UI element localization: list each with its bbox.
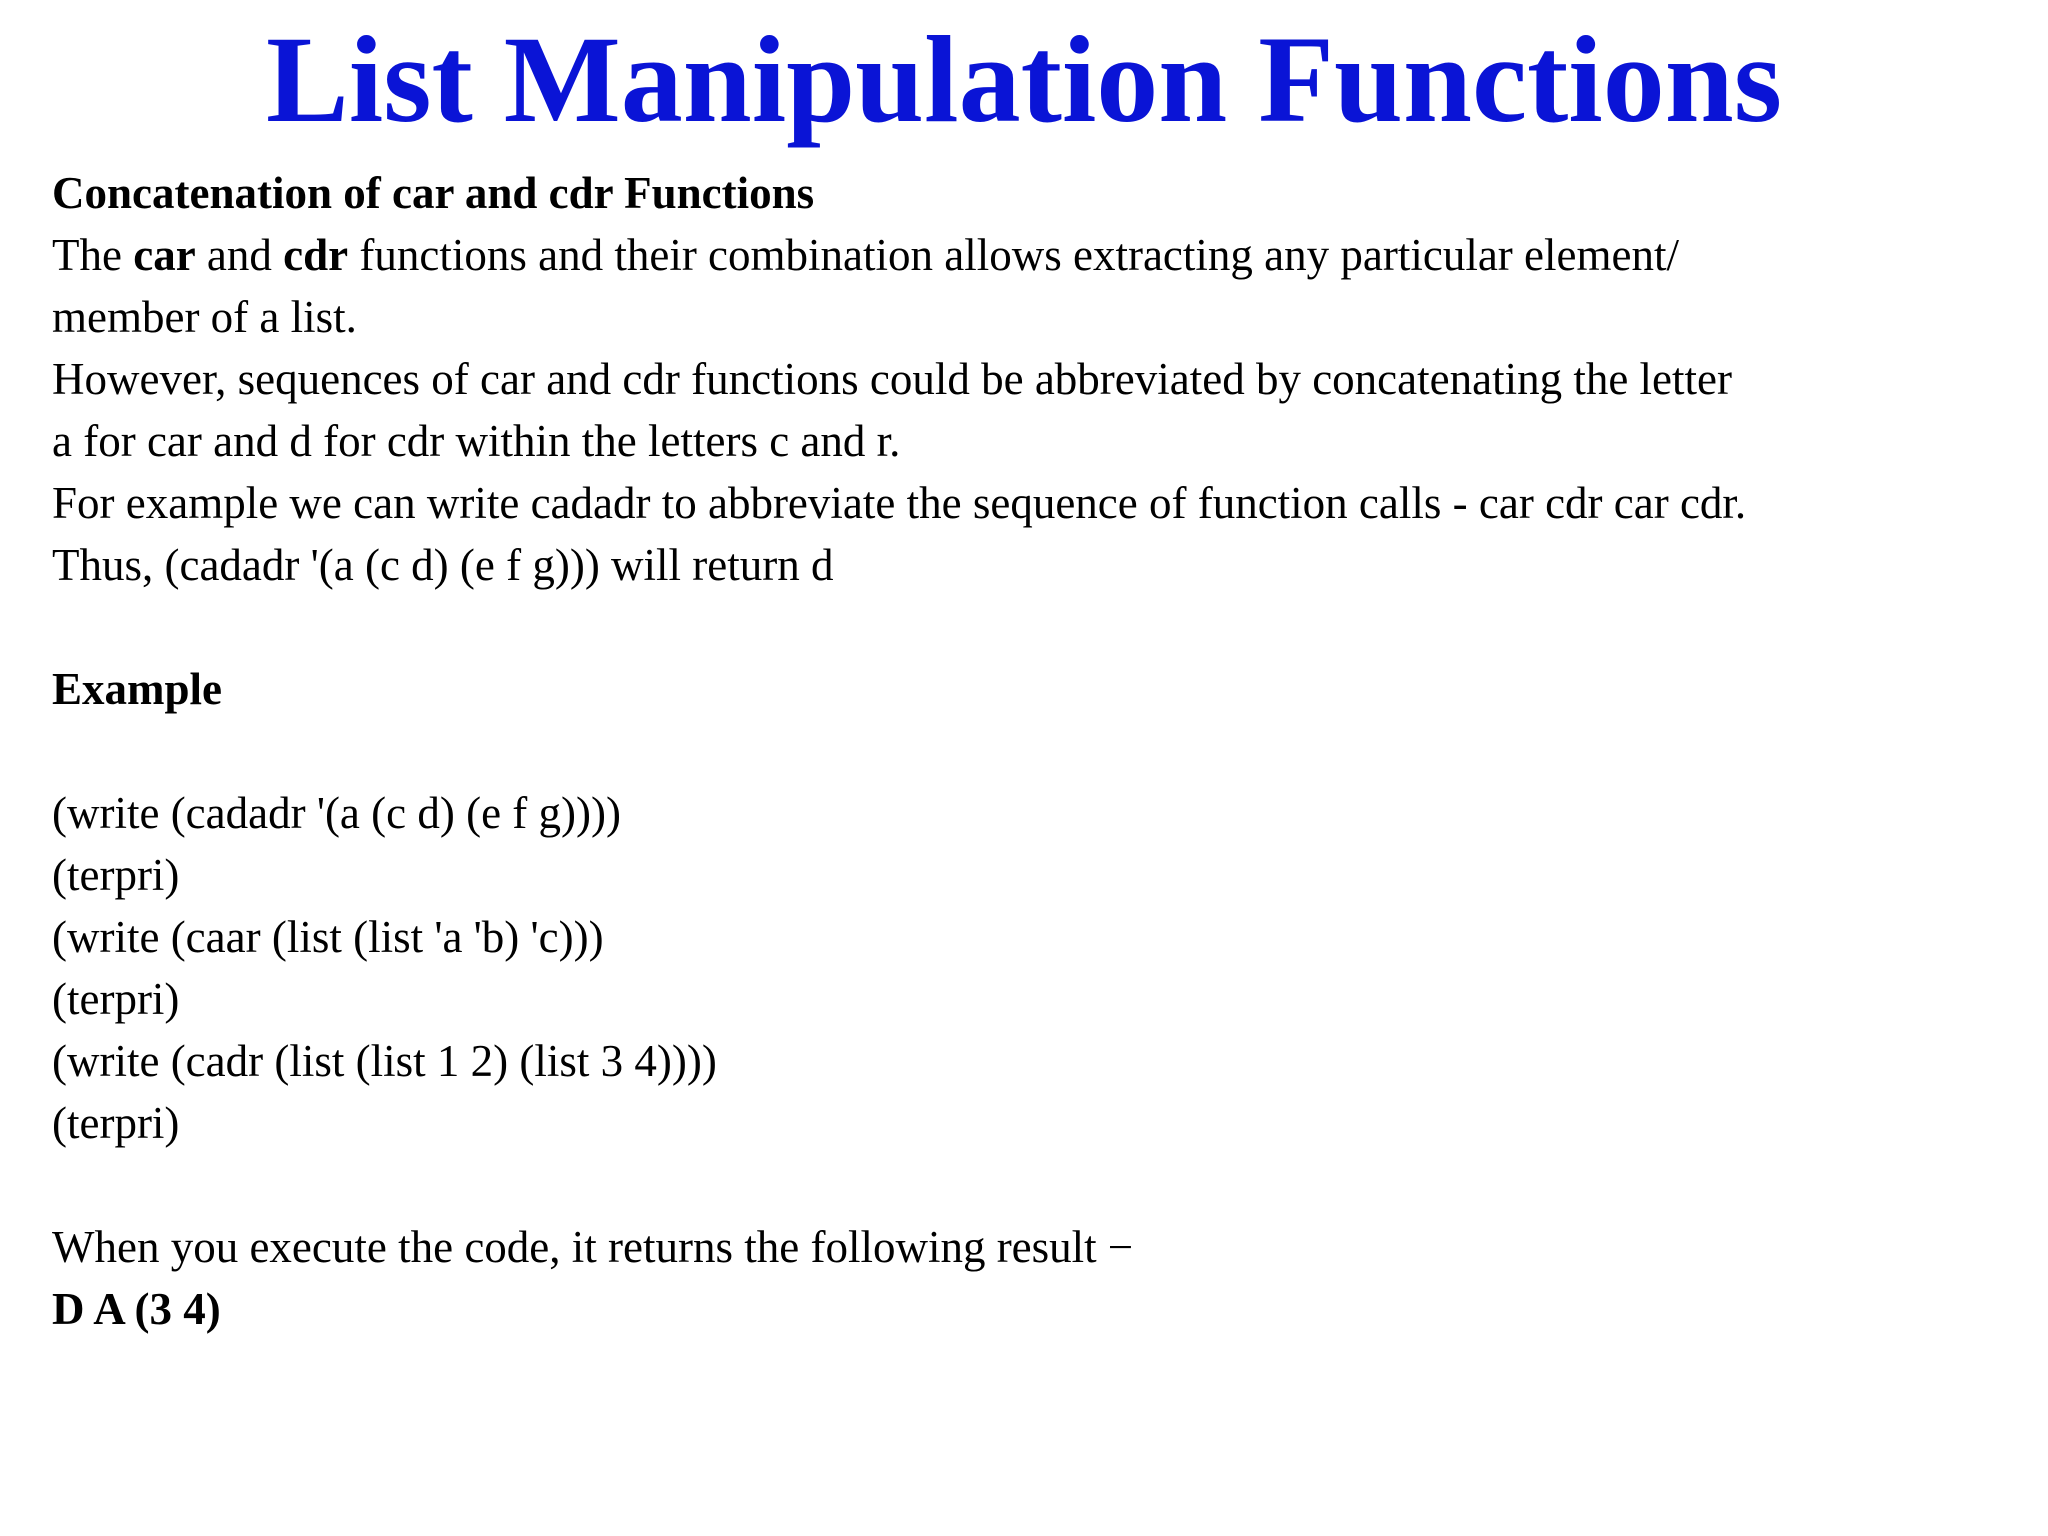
code-line: (write (caar (list (list 'a 'b) 'c))): [52, 912, 604, 962]
section-heading: Concatenation of car and cdr Functions: [52, 168, 815, 218]
spacer: [52, 596, 2012, 658]
paragraph-example-line-1: For example we can write cadadr to abbreviate the sequence of function calls - car cdr car cdr.: [52, 478, 1747, 528]
code-line: (write (cadadr '(a (c d) (e f g)))): [52, 788, 621, 838]
code-line: (terpri): [52, 974, 180, 1024]
result-output: D A (3 4): [52, 1284, 221, 1334]
cdr-keyword: cdr: [283, 230, 349, 280]
paragraph-abbreviation-line-2: a for car and d for cdr within the letters c and r.: [52, 416, 901, 466]
slide-title: List Manipulation Functions: [266, 11, 1782, 148]
example-heading: Example: [52, 664, 223, 714]
code-line: (write (cadr (list (list 1 2) (list 3 4)))): [52, 1036, 717, 1086]
paragraph-example-line-2: Thus, (cadadr '(a (c d) (e f g))) will return d: [52, 540, 834, 590]
spacer: [52, 1154, 2012, 1216]
text-segment: and: [195, 230, 284, 280]
paragraph-car-cdr-line-2: member of a list.: [52, 292, 357, 342]
text-segment: The: [52, 230, 134, 280]
paragraph-abbreviation-line-1: However, sequences of car and cdr functions could be abbreviated by concatenating the letter: [52, 354, 1732, 404]
car-keyword: car: [133, 230, 196, 280]
result-intro: When you execute the code, it returns the following result −: [52, 1222, 1134, 1272]
paragraph-car-cdr-line-1: [52, 224, 2012, 286]
slide-content: [52, 162, 2012, 1340]
code-line: (terpri): [52, 1098, 180, 1148]
spacer: [52, 720, 2012, 782]
text-segment: functions and their combination allows extracting any particular element/: [348, 230, 1679, 280]
code-line: (terpri): [52, 850, 180, 900]
code-block: [52, 782, 2012, 1154]
